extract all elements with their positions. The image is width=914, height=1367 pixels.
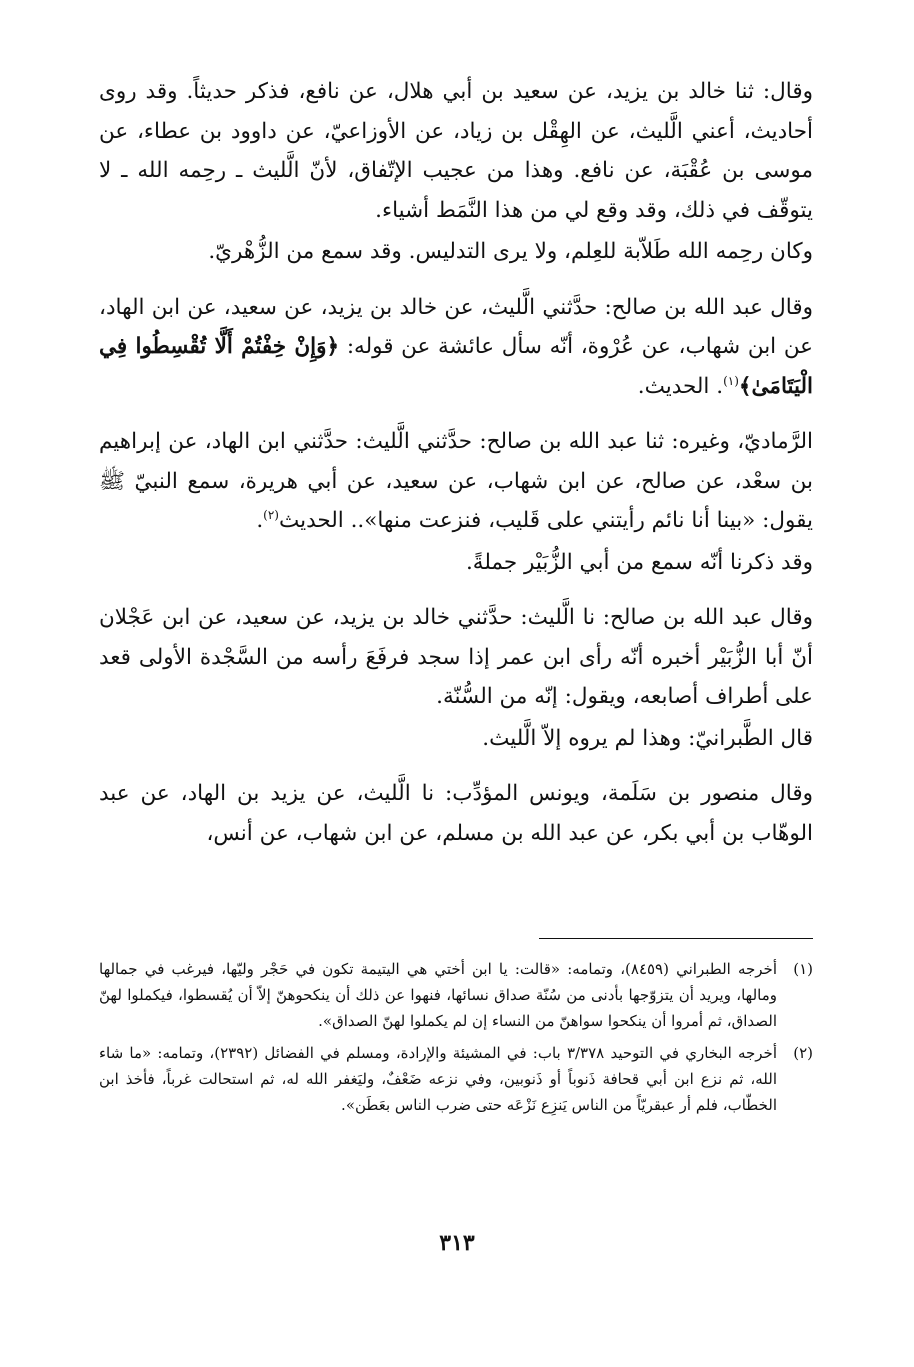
footnote-text: أخرجه الطبراني (٨٤٥٩)، وتمامه: «قالت: يا ابن أختي هي اليتيمة تكون في حَجْر وليّها، فيرغب في جمالها ومالها، ويريد أن يتزوّجها بأدنى من سُنّة صداق نسائها، فنهوا عن ذلك أن ينكحوهنّ إلاّ أن يُقسطوا، فيكملوا لهنّ الصداق، ثم أمروا أن ينكحوا سواهنّ من النساء إن لم يكملوا لهنّ الصداق».	[99, 960, 778, 1030]
after-quote-text: . الحديث.	[637, 373, 724, 399]
footnote-ref-2: (٢)	[263, 507, 279, 522]
paragraph-3-text: وقال عبد الله بن صالح: حدَّثني الَّليث، عن خالد بن يزيد، عن سعيد، عن ابن الهاد، عن ابن شهاب، عن عُرْوة، أنّه سأل عائشة عن قوله:	[99, 294, 814, 359]
main-text	[99, 72, 813, 853]
paragraph-5: وقد ذكرنا أنّه سمع من أبي الزُّبَيْر جملةً.	[465, 549, 813, 575]
paragraph-4-text: الرَّماديّ، وغيره: ثنا عبد الله بن صالح: حدَّثني الَّليث: حدَّثني ابن الهاد، عن إبراهيم بن سعْد، عن صالح، عن ابن شهاب، عن سعيد، عن أبي هريرة، سمع النبيّ ﷺ يقول: «بينا أنا نائم رأيتني على قَليب، فنزعت منها».. الحديث	[99, 429, 813, 533]
paragraph-2: وكان رحِمه الله طَلاّبة للعِلم، ولا يرى التدليس. وقد سمع من الزُّهْريّ.	[208, 239, 813, 264]
footnotes	[99, 956, 813, 1124]
paragraph-4: الرَّماديّ، وغيره: ثنا عبد الله بن صالح: حدَّثني الَّليث: حدَّثني ابن الهاد، عن إبراهيم بن سعْد، عن صالح، عن ابن شهاب، عن سعيد، عن أبي هريرة، سمع النبيّ ﷺ يقول: «بينا أنا نائم رأيتني على قَليب، فنزعت منها».. الحديث$^{(٢)}$.	[99, 429, 813, 533]
footnote-number: (١)	[793, 960, 813, 978]
paragraph-3	[99, 288, 813, 407]
footnote-1	[99, 956, 813, 1034]
paragraph-7: قال الطَّبرانيّ: وهذا لم يروه إلاّ الَّليث.	[482, 725, 813, 751]
footnote-ref-1: (١)	[723, 373, 739, 388]
quran-quote: ﴿وَإِنْ خِفْتُمْ أَلَّا تُقْسِطُوا فِي الْيَتَامَىٰ﴾	[99, 334, 813, 399]
footnote-number: (٢)	[793, 1044, 813, 1062]
footnote-divider	[539, 938, 813, 939]
paragraph-6: وقال عبد الله بن صالح: نا الَّليث: حدَّثني خالد بن يزيد، عن سعيد، عن ابن عَجْلان أنّ أبا الزُّبَيْر أخبره أنّه رأى ابن عمر إذا سجد فرفَعَ رأسه من السَّجْدة الأولى قعد على أطراف أصابعه، ويقول: إنّه من السُّنّة.	[99, 605, 813, 709]
paragraph-1: وقال: ثنا خالد بن يزيد، عن سعيد بن أبي هلال، عن نافع، فذكر حديثاً. وقد روى أحاديث، أعني الَّليث، عن الهِقْل بن زياد، عن الأوزاعيّ، عن داوود بن عطاء، عن موسى بن عُقْبَة، عن نافع. وهذا من عجيب الإتّفاق، لأنّ الَّليث ـ رحِمه الله ـ لا يتوقّف في ذلك، وقد وقع لي من هذا النَّمَط أشياء.	[99, 79, 813, 223]
footnote-2	[99, 1040, 813, 1118]
footnote-text: أخرجه البخاري في التوحيد ٣/٣٧٨ باب: في المشيئة والإرادة، ومسلم في الفضائل (٢٣٩٢)، وتمامه: «ما شاء الله، ثم نزع ابن أبي قحافة ذَنوباً أو ذَنوبين، وفي نزعه ضَعْفٌ، وليَغفر الله له، ثم استحالت غرباً، فأخذ ابن الخطّاب، فلم أر عبقريّاً من الناس يَنزِع نَزْعَه حتى ضرب الناس بعَطَن».	[99, 1044, 777, 1114]
paragraph-8: وقال منصور بن سَلَمة، ويونس المؤدِّب: نا الَّليث، عن يزيد بن الهاد، عن عبد الوهّاب بن أبي بكر، عن عبد الله بن مسلم، عن ابن شهاب، عن أنس،	[99, 781, 813, 846]
page-number: ٣١٣	[439, 1230, 475, 1256]
